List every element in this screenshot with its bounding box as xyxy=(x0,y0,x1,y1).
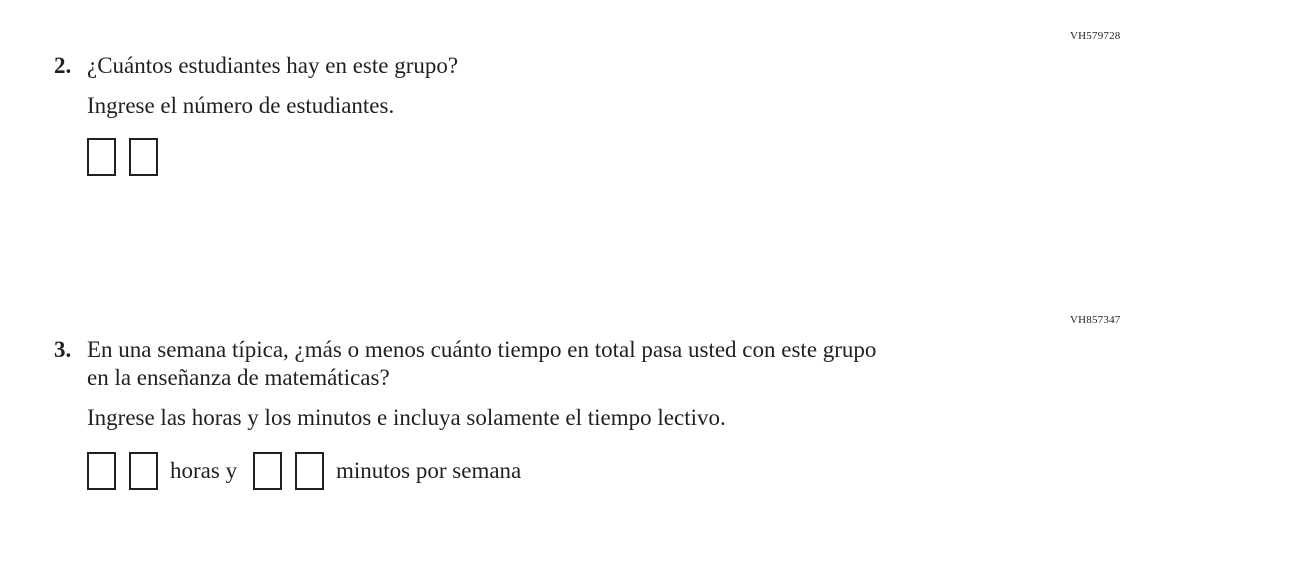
question-number: 3. xyxy=(54,337,72,362)
question-code: VH579728 xyxy=(1070,30,1121,42)
question-prompt-line-1: En una semana típica, ¿más o menos cuánto tiempo en total pasa usted con este grupo xyxy=(87,337,877,362)
question-instruction: Ingrese el número de estudiantes. xyxy=(87,93,395,118)
hours-digit-box-tens[interactable] xyxy=(87,452,116,490)
question-instruction: Ingrese las horas y los minutos e incluya solamente el tiempo lectivo. xyxy=(87,405,726,430)
hours-digit-box-ones[interactable] xyxy=(129,452,158,490)
minutes-label: minutos por semana xyxy=(336,458,522,483)
question-prompt: ¿Cuántos estudiantes hay en este grupo? xyxy=(87,53,459,78)
question-code: VH857347 xyxy=(1070,314,1121,326)
minutes-digit-box-tens[interactable] xyxy=(253,452,282,490)
digit-box-ones[interactable] xyxy=(129,138,158,176)
minutes-digit-box-ones[interactable] xyxy=(295,452,324,490)
question-prompt-line-2: en la enseñanza de matemáticas? xyxy=(87,365,390,390)
digit-box-tens[interactable] xyxy=(87,138,116,176)
question-number: 2. xyxy=(54,53,72,78)
hours-label: horas y xyxy=(170,458,238,483)
